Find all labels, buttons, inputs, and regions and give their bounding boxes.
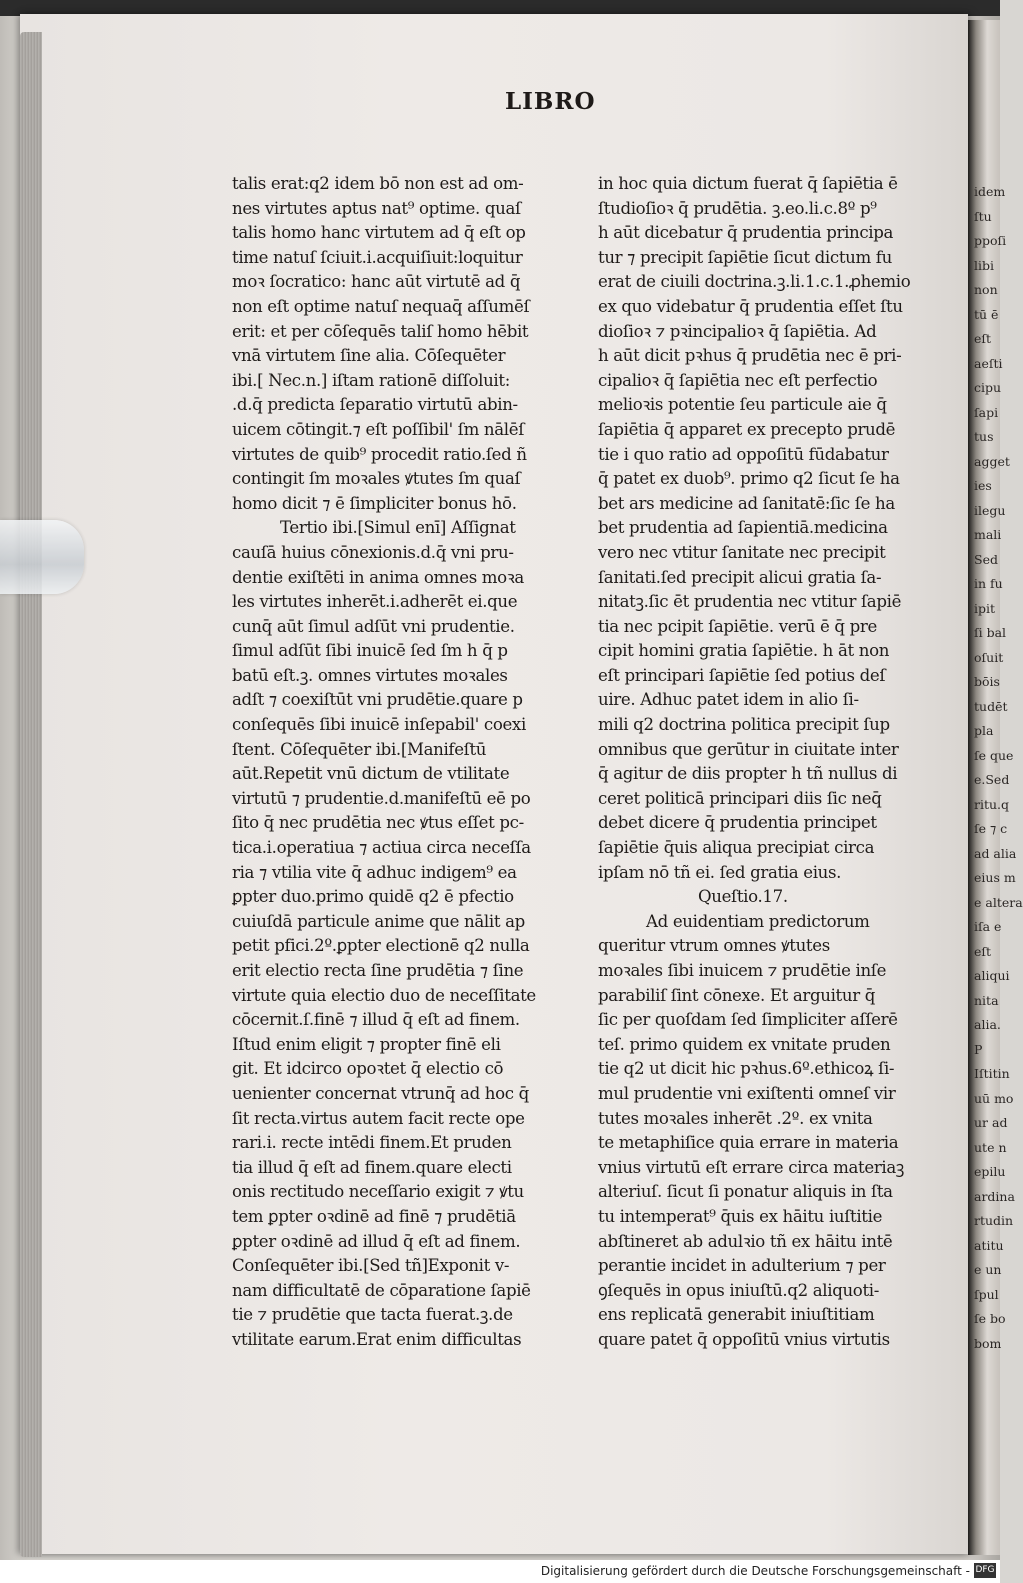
text-line: debet dicere q̄ prudentia principet [598,813,877,833]
text-line: ſapiētia q̄ apparet ex precepto prudē [598,419,896,439]
text-line: vnius virtutū eſt errare circa materiaꝫ [598,1157,905,1177]
text-line: homo dicit ⁊ ē ſimpliciter bonus hō. [232,493,517,513]
text-line: petit pfici.2º.ꝑpter electionē q2 nulla [232,936,530,956]
text-line: ſito q̄ nec prudētia nec ꝟtus eſſet pc- [232,813,524,833]
text-line: parabiliſ ſint cōnexe. Et arguitur q̄ [598,985,875,1005]
text-line: cauſā huius cōnexionis.d.q̄ vni pru- [232,542,514,562]
text-line: cuiuſdā particule anime que nālit ap [232,911,525,931]
facing-page-edge [968,20,1023,1555]
text-line: aūt.Repetit vnū dictum de vtilitate [232,764,510,784]
left-text-column [232,172,552,1353]
facing-page-fragment: tudēt [974,698,1008,714]
text-line: conſequēs ſibi inuicē inſepabil' coexi [232,715,526,735]
text-line: tem ꝑpter oꝛdinē ad finē ⁊ prudētiā [232,1206,516,1226]
text-line: tu intemperat⁹ q̄uis ex hāitu iuſtitie [598,1206,883,1226]
text-line: git. Et idcirco opoꝛtet q̄ electio cō [232,1059,504,1079]
text-line: perantie incidet in adulterium ⁊ per [598,1256,886,1276]
facing-page-fragment: eſt [974,943,992,959]
text-line: talis homo hanc virtutem ad q̄ eſt op [232,223,526,243]
facing-page-fragment: atitu [974,1237,1004,1253]
facing-page-fragment: bōis [974,674,1000,689]
text-line: dentie exiſtēti in anima omnes moꝛa [232,567,524,587]
facing-page-fragment: ilegu [974,502,1006,518]
facing-page-fragment: ſapi [974,404,999,420]
facing-page-fragment: e.Sed [974,772,1010,787]
text-line: cipalioꝛ q̄ ſapiētia nec eſt perfectio [598,370,878,390]
text-line: h aūt dicit pꝛhus q̄ prudētia nec ē pri- [598,346,902,366]
facing-page-fragment: agget [974,453,1010,469]
text-line: ſtent. Cōſequēter ibi.[Manifeſtū [232,739,487,759]
text-line: cipit homini gratia ſapiētie. h āt non [598,641,890,661]
facing-page-fragment: iſa e [974,919,1002,934]
facing-page-fragment: in fu [974,576,1003,591]
facing-page-fragment: bom [974,1335,1002,1351]
facing-page-fragment: Iſtitin [974,1066,1010,1081]
text-line: h aūt dicebatur q̄ prudentia principa [598,223,894,243]
text-line: erit: et per cōſequēs taliſ homo hēbit [232,321,529,341]
text-line: melioꝛis potentie ſeu particule aie q̄ [598,395,887,415]
text-line: time natuſ ſciuit.i.acquiſiuit:loquitur [232,247,523,267]
facing-page-fragment: rtudin [974,1213,1014,1228]
facing-page-fragment: epilu [974,1164,1006,1179]
right-text-column [598,172,911,1353]
text-line: q̄ patet ex duob⁹. primo q2 ſicut ſe ha [598,469,900,489]
facing-page-fragment: pla [974,723,994,738]
text-line: teſ. primo quidem ex vnitate pruden [598,1034,891,1054]
facing-page-fragment: libi [974,257,994,273]
text-line: uicem cōtingit.⁊ eſt poſſibil' ſm nālēſ [232,419,524,439]
facing-page-fragment: uū mo [974,1090,1014,1106]
facing-page-fragment: tū ē [974,306,999,322]
text-line: .d.q̄ predicta ſeparatio virtutū abin- [232,395,518,415]
text-line: ibi.[ Nec.n.] iſtam rationē diſſoluit: [232,370,510,390]
facing-page-fragment: ſpul [974,1286,999,1302]
text-line: ens replicatā generabit iniuſtitiam [598,1305,875,1325]
facing-page-fragment: eſt [974,331,992,346]
text-line: ria ⁊ vtilia vite q̄ adhuc indigem⁹ ea [232,862,517,882]
text-line: vtilitate earum.Erat enim difficultas [232,1329,522,1349]
text-line: Iſtud enim eligit ⁊ propter finē eli [232,1034,501,1054]
facing-page-fragment: ardina [974,1188,1015,1204]
text-line: ſit recta.virtus autem facit recte ope [232,1108,525,1128]
text-line: ipſam nō tñ ei. ſed gratia eius. [598,862,842,882]
text-line: in hoc quia dictum fuerat q̄ ſapiētia ē [598,174,898,193]
text-line: ſtudioſioꝛ q̄ prudētia. ꝫ.eo.li.c.8º p⁹ [598,198,877,218]
facing-page-fragment: ritu.q [974,796,1010,812]
text-line: virtutes de quib⁹ procedit ratio.ſed ñ [232,444,527,464]
text-line: virtutū ⁊ prudentie.d.manifeſtū eē po [232,788,531,808]
text-line: vnā virtutem ſine alia. Cōſequēter [232,346,506,366]
text-line: bet prudentia ad ſapientiā.medicina [598,518,888,538]
text-line: ceret politicā principari diis ſic neq̄ [598,788,882,808]
text-line: talis erat:q2 idem bō non est ad om- [232,174,524,193]
facing-page-fragment: ſe ⁊ c [974,821,1008,836]
text-line: cōcernit.ſ.finē ⁊ illud q̄ eſt ad finem. [232,1010,520,1030]
facing-page-fragment: Sed [974,551,998,567]
facing-page-fragment: ur ad [974,1115,1008,1130]
text-line: ꝑpter duo.primo quidē q2 ē pfectio [232,887,514,907]
text-line: uenienter concernat vtrunq̄ ad hoc q̄ [232,1083,529,1103]
facing-page-fragment: e un [974,1262,1002,1277]
text-line: queritur vtrum omnes ꝟtutes [598,936,830,956]
facing-page-fragment: ipit [974,600,996,616]
text-line: alteriuſ. ſicut ſi ponatur aliquis in ſta [598,1182,893,1202]
footer-bar [0,1560,1000,1583]
text-line: onis rectitudo neceſſario exigit ⁊ ꝟtu [232,1182,524,1202]
text-line: ſic per quoſdam ſed ſimpliciter aſſerē [598,1010,898,1030]
text-line: ꝑpter oꝛdinē ad illud q̄ eſt ad finem. [232,1231,521,1251]
text-line: tie ⁊ prudētie que tacta fuerat.ꝫ.de [232,1305,513,1325]
text-line: contingit ſm moꝛales ꝟtutes ſm quaſ [232,469,521,489]
facing-page-fragment: ad alia [974,845,1017,861]
facing-page-fragment: ſtu [974,208,992,224]
text-line: moꝛales ſibi inuicem ⁊ prudētie inſe [598,961,887,980]
facing-page-fragment: ies [974,478,992,493]
text-line: omnibus que gerūtur in ciuitate inter [598,739,899,759]
page-clip [0,520,84,594]
facing-page-fragment: aeſti [974,355,1003,371]
text-line: ex quo videbatur q̄ prudentia eſſet ſtu [598,296,903,316]
facing-page-fragment: ppoſi [974,233,1007,248]
text-line: tutes moꝛales inherēt .2º. ex vnita [598,1108,873,1128]
facing-page-fragment: non [974,282,998,297]
facing-page-fragment: ſe que [974,747,1014,763]
facing-page-fragment: oſuit [974,649,1004,665]
text-line: ſapiētie q̄uis aliqua precipiat circa [598,838,875,858]
text-line: mili q2 doctrina politica precipit ſup [598,715,890,735]
text-line: nam difficultatē de cōparatione ſapiē [232,1280,531,1300]
text-line: nitatꝫ.ſic ēt prudentia nec vtitur ſapiē [598,592,902,612]
text-line: q̄ agitur de diis propter h tñ nullus di [598,764,898,784]
footer-credit: Digitalisierung gefördert durch die Deutsche Forschungsgemeinschaft - [540,1564,970,1578]
text-line: les virtutes inherēt.i.adherēt ei.que [232,592,518,612]
text-line: Tertio ibi.[Simul enī] Aſſignat [280,518,516,538]
text-line: Conſequēter ibi.[Sed tñ]Exponit v- [232,1256,510,1276]
text-line: dioſioꝛ ⁊ pꝛincipalioꝛ q̄ ſapiētia. Ad [598,321,877,341]
text-line: ſimul adſūt ſibi inuicē ſed ſm h q̄ p [232,641,508,661]
text-line: bet ars medicine ad ſanitatē:ſic ſe ha [598,493,895,513]
facing-page-fragment: tus [974,429,994,444]
text-line: te metaphiſice quia errare in materia [598,1133,899,1153]
page-edges [20,32,42,1557]
text-line: tur ⁊ precipit ſapiētie ſicut dictum fu [598,247,892,267]
facing-page-fragment: alia. [974,1017,1001,1032]
facing-page-fragment: ſe bo [974,1311,1006,1326]
facing-page-fragment: ute n [974,1139,1007,1155]
text-line: uire. Adhuc patet idem in alio ſi- [598,690,859,710]
text-line: cunq̄ aūt ſimul adſūt vni prudentie. [232,616,515,636]
text-line: tie q2 ut dicit hic pꝛhus.6º.ethicoꝝ ſi- [598,1059,895,1079]
facing-page-fragment: P [974,1041,983,1057]
text-line: tia nec pcipit ſapiētie. verū ē q̄ pre [598,616,877,636]
text-line: Queſtio.17. [698,887,788,907]
text-line: tica.i.operatiua ⁊ actiua circa neceſſa [232,838,531,858]
text-line: moꝛ ſocratico: hanc aūt virtutē ad q̄ [232,272,521,292]
text-line: quare patet q̄ oppoſitū vnius virtutis [598,1329,890,1349]
text-line: abſtineret ab adulꝛio tñ ex hāitu intē [598,1231,893,1251]
text-line: mul prudentie vni exiſtenti omneſ vir [598,1083,896,1103]
text-line: erat de ciuili doctrina.ꝫ.li.1.c.1.ꝓhemio [598,272,911,292]
facing-page-fragment: e altera [974,894,1023,910]
facing-page-fragment: ſi bal [974,625,1007,640]
text-line: rari.i. recte intēdi finem.Et pruden [232,1133,512,1153]
facing-page-fragment: nita [974,992,999,1008]
text-line: erit electio recta ſine prudētia ⁊ ſine [232,961,524,980]
text-line: nes virtutes aptus nat⁹ optime. quaſ [232,198,521,218]
text-line: batū eſt.ꝫ. omnes virtutes moꝛales [232,665,508,685]
text-line: Ad euidentiam predictorum [646,911,870,931]
text-line: tie i quo ratio ad oppoſitū fūdabatur [598,444,889,464]
text-line: tia illud q̄ eſt ad finem.quare electi [232,1157,512,1177]
text-line: ꝯſequēs in opus iniuſtū.q2 aliquoti- [598,1280,879,1300]
dfg-logo: DFG [974,1563,996,1578]
running-head: LIBRO [505,88,596,115]
text-line: eſt principari ſapiētie ſed potius deſ [598,665,886,685]
facing-page-fragment: mali [974,527,1002,542]
text-line: non eſt optime natuſ nequaq̄ aſſumēſ [232,296,530,316]
text-line: ſanitati.ſed precipit alicui gratia ſa- [598,567,882,587]
facing-page-fragment: aliqui [974,968,1010,983]
text-line: vero nec vtitur ſanitate nec precipit [598,542,886,562]
facing-page-fragment: idem [974,184,1006,199]
text-line: adſt ⁊ coexiſtūt vni prudētie.quare p [232,690,523,710]
facing-page-fragment: eius m [974,870,1016,885]
facing-page-fragment: cipu [974,380,1002,395]
text-line: virtute quia electio duo de neceſſitate [232,985,536,1005]
